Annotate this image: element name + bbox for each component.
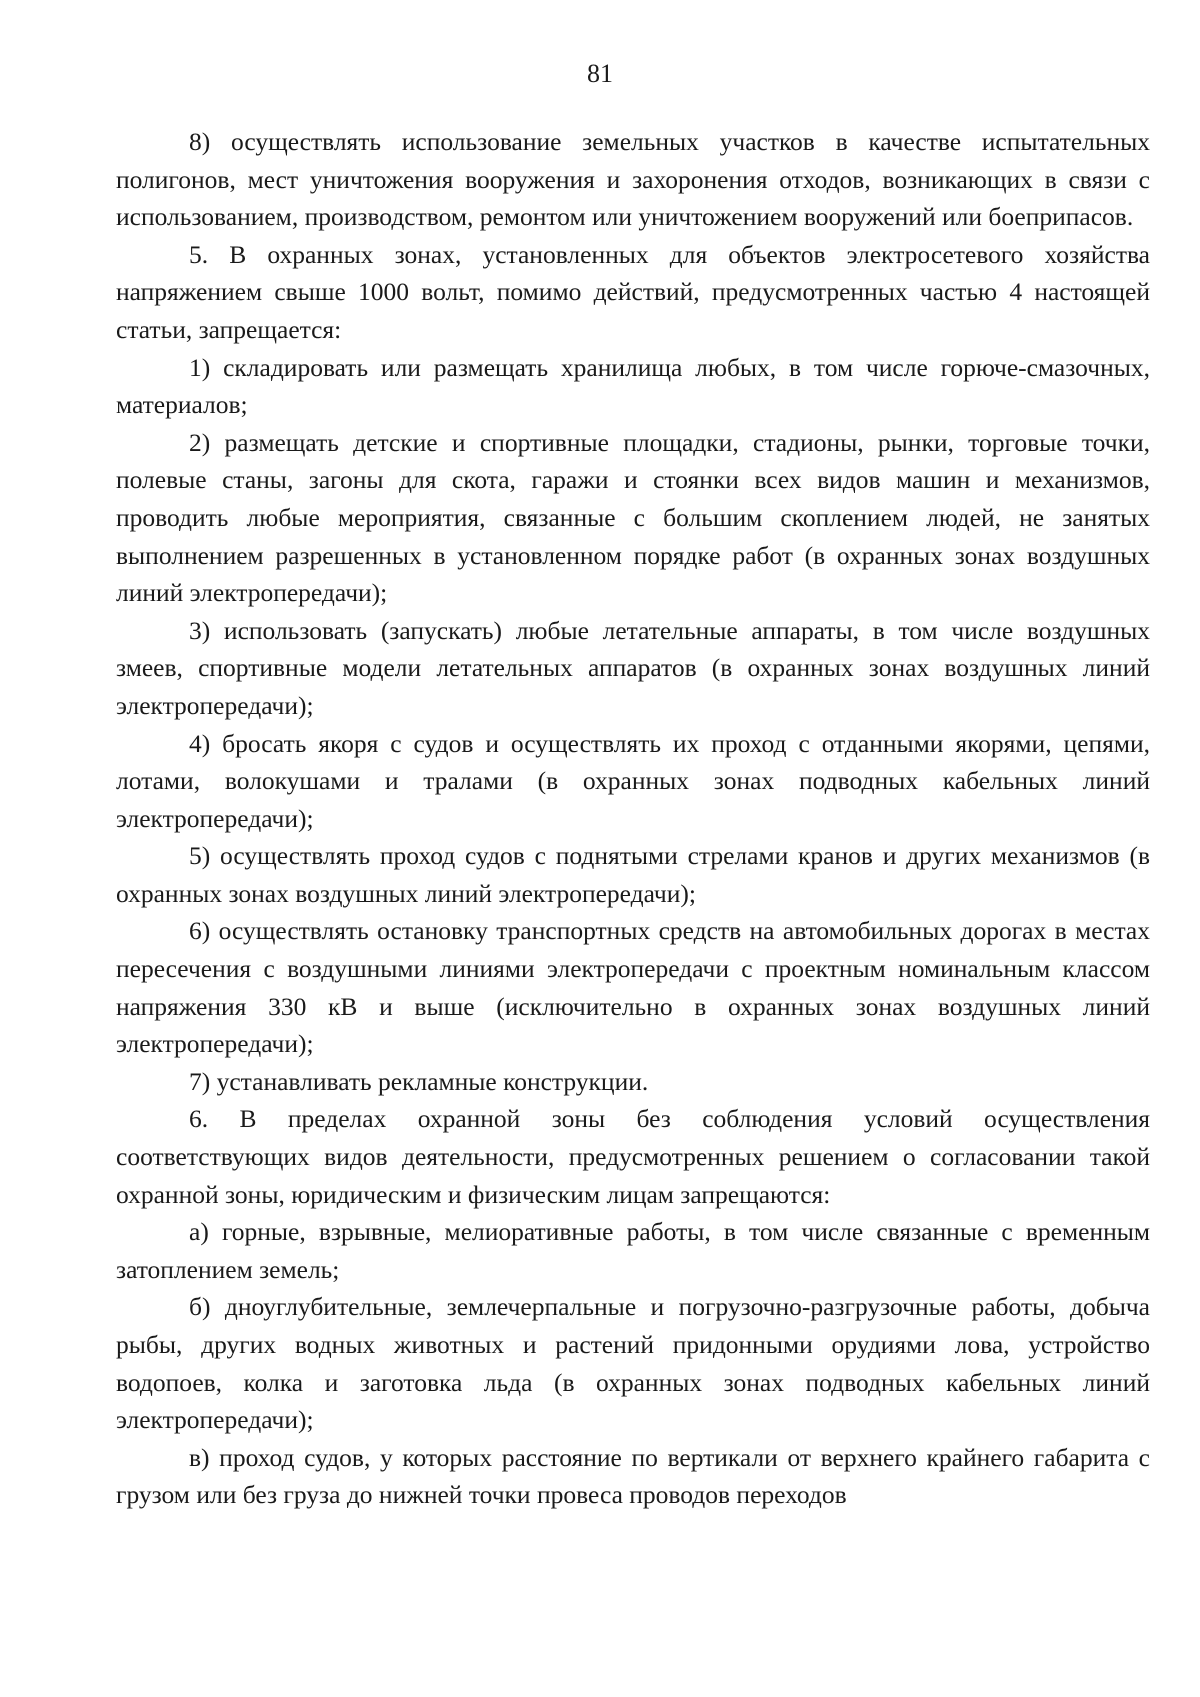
paragraph-item-5-cranes: 5) осуществлять проход судов с поднятыми стрелами кранов и других механизмов (в охранных зонах воздушных линий электропередачи); bbox=[116, 841, 1150, 908]
paragraph-item-7-advertising: 7) устанавливать рекламные конструкции. bbox=[189, 1066, 649, 1096]
paragraph-item-6-vehicle-stops: 6) осуществлять остановку транспортных средств на автомобильных дорогах в местах пересечения с воздушными линиями электропередачи с проектным номинальным классом напряжения 330 кВ и выше (исключительно в охранных зонах воздушных линий электропередачи); bbox=[116, 916, 1150, 1059]
paragraph-item-3-aircraft: 3) использовать (запускать) любые летательные аппараты, в том числе воздушных змеев, спортивные модели летательных аппаратов (в охранных зонах воздушных линий электропередачи); bbox=[116, 615, 1150, 720]
paragraph-item-b-dredging: б) дноуглубительные, землечерпальные и погрузочно-разгрузочные работы, добыча рыбы, других водных животных и растений придонными орудиями лова, устройство водопоев, колка и заготовка льда (в охранных зонах подводных кабельных линий электропередачи); bbox=[116, 1292, 1150, 1435]
paragraph-item-8-weapons-disposal: 8) осуществлять использование земельных участков в качестве испытательных полигонов, мест уничтожения вооружения и захоронения отходов, возникающих в связи с использованием, производством, ремонтом или уничтожением вооружений или боеприпасов. bbox=[116, 127, 1150, 232]
paragraph-item-1-storage: 1) складировать или размещать хранилища любых, в том числе горюче-смазочных, материалов; bbox=[116, 352, 1150, 420]
paragraph-section-5-over-1000v: 5. В охранных зонах, установленных для объектов электросетевого хозяйства напряжением свыше 1000 вольт, помимо действий, предусмотренных частью 4 настоящей статьи, запрещается: bbox=[116, 239, 1150, 344]
page-number: 81 bbox=[587, 59, 613, 88]
paragraph-item-a-mining: а) горные, взрывные, мелиоративные работы, в том числе связанные с временным затоплением земель; bbox=[116, 1217, 1150, 1284]
paragraph-item-2-public-places: 2) размещать детские и спортивные площадки, стадионы, рынки, торговые точки, полевые станы, загоны для скота, гаражи и стоянки всех видов машин и механизмов, проводить любые мероприятия, связанные с большим скоплением людей, не занятых выполнением разрешенных в установленном порядке работ (в охранных зонах воздушных линий электропередачи); bbox=[116, 427, 1150, 608]
document-body bbox=[116, 123, 1150, 1514]
paragraph-item-4-anchors: 4) бросать якоря с судов и осуществлять их проход с отданными якорями, цепями, лотами, волокушами и тралами (в охранных зонах подводных кабельных линий электропередачи); bbox=[116, 728, 1150, 833]
paragraph-section-6-restrictions: 6. В пределах охранной зоны без соблюдения условий осуществления соответствующих видов деятельности, предусмотренных решением о согласовании такой охранной зоны, юридическим и физическим лицам запрещаются: bbox=[116, 1104, 1150, 1209]
paragraph-item-v-vessels: в) проход судов, у которых расстояние по вертикали от верхнего крайнего габарита с грузом или без груза до нижней точки провеса проводов переходов bbox=[116, 1442, 1150, 1510]
